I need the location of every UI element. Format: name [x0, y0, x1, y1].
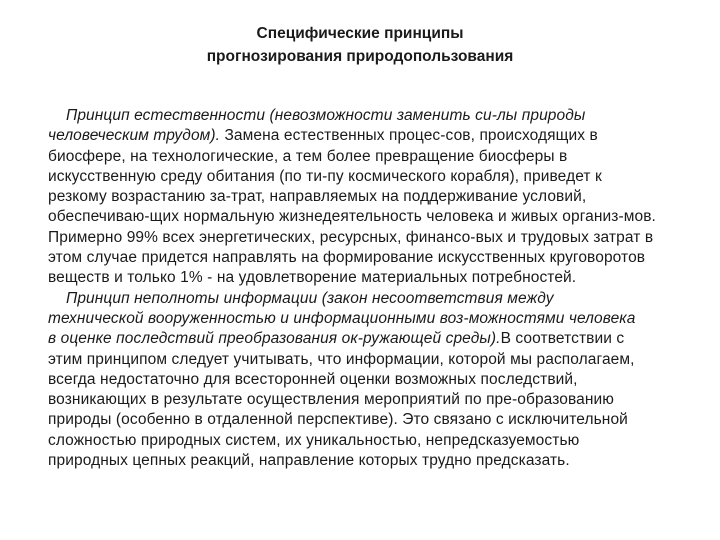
text-line: технической вооруженностью и информационными воз-можностями человека — [48, 309, 636, 327]
text-line: всегда недостаточно для всесторонней оценки возможных последствий, — [48, 370, 578, 388]
text-line: веществ и только 1% - на удовлетворение материальных потребностей. — [48, 269, 577, 287]
text-line: Примерно 99% всех энергетических, ресурсных, финансо-вых и трудовых затрат в — [48, 228, 654, 246]
text-line: этом случае придется направлять на формирование искусственных круговоротов — [48, 249, 646, 267]
text-line: искусственную среду обитания (по ти-пу космического корабля), приведет к — [48, 167, 602, 185]
slide-title — [0, 22, 720, 68]
title-line-2: прогнозирования природопользования — [206, 48, 514, 65]
text-line: природы (особенно в отдаленной перспективе). Это связано с исключительной — [48, 411, 628, 429]
text-line: человеческим трудом). Замена естественных процес-сов, происходящих в — [48, 127, 598, 145]
text-line: сложностью природных систем, их уникальностью, непредсказуемостью — [48, 431, 580, 449]
body-text — [48, 106, 688, 471]
text-line: обеспечиваю-щих нормальную жизнедеятельность человека и живых организ-мов. — [48, 208, 656, 226]
text-line: в оценке последствий преобразования ок-ружающей среды).В соответствии с — [48, 330, 625, 348]
title-line-1: Специфические принципы — [256, 25, 464, 42]
text-line: резкому возрастанию за-трат, направляемых на поддерживание условий, — [48, 188, 587, 206]
text-line: возникающих в результате осуществления мероприятий по пре-образованию — [48, 391, 615, 409]
text-line: природных цепных реакций, направление которых трудно предсказать. — [48, 452, 570, 470]
text-line: этим принципом следует учитывать, что информации, которой мы располагаем, — [48, 350, 635, 368]
principle-incompleteness-heading: Принцип неполноты информации (закон несоответствия между — [66, 289, 554, 307]
text-line: биосфере, на технологические, а тем более превращение биосферы в — [48, 147, 568, 165]
principle-naturalness-heading: Принцип естественности (невозможности заменить си-лы природы — [66, 107, 586, 124]
